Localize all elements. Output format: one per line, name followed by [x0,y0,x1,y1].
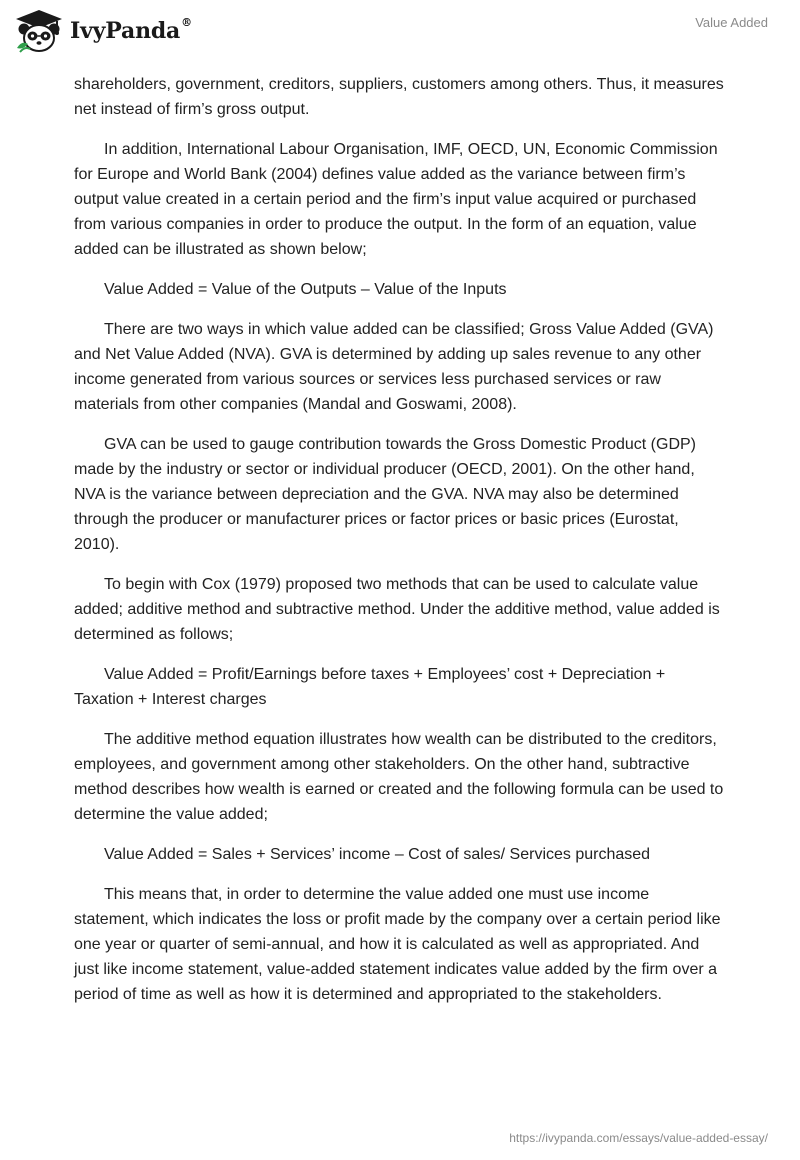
paragraph: There are two ways in which value added can be classified; Gross Value Added (GVA) and Net Value Added (NVA). GVA is determined by adding up sales revenue to any other income generated from various sources or services less purchased services or raw materials from other companies (Mandal and Goswami, 2008). [74,321,714,413]
paragraph: GVA can be used to gauge contribution towards the Gross Domestic Product (GDP) made by the industry or sector or individual producer (OECD, 2001). On the other hand, NVA is the variance between depreciation and the GVA. NVA may also be determined through the producer or manufacturer prices or factor prices or basic prices (Eurostat, 2010). [74,436,696,553]
panda-graduate-icon [14,8,64,54]
paragraph-continuation: shareholders, government, creditors, suppliers, customers among others. Thus, it measures net instead of firm’s gross output. [74,76,724,118]
logo-name: IvyPanda [70,18,181,44]
ivypanda-logo[interactable] [14,8,192,54]
equation-additive-method: Value Added = Profit/Earnings before taxes + Employees’ cost + Depreciation + Taxation + Interest charges [74,666,666,708]
page-header [0,0,800,70]
registered-mark: ® [181,16,192,29]
paragraph: This means that, in order to determine the value added one must use income statement, which indicates the loss or profit made by the company over a certain period like one year or quarter of semi-annual, and how it is calculated as well as appropriated. And just like income statement, value-added statement indicates value added by the firm over a period of time as well as how it is determined and appropriated to the stakeholders. [74,886,721,1003]
paragraph: In addition, International Labour Organisation, IMF, OECD, UN, Economic Commission for Europe and World Bank (2004) defines value added as the variance between firm’s output value created in a certain period and the firm’s input value acquired or purchased from various companies in order to produce the output. In the form of an equation, value added can be illustrated as shown below; [74,141,718,258]
logo-text [70,18,192,44]
equation-value-added: Value Added = Value of the Outputs – Value of the Inputs [104,281,507,298]
paragraph: The additive method equation illustrates how wealth can be distributed to the creditors, employees, and government among other stakeholders. On the other hand, subtractive method describes how wealth is earned or created and the following formula can be used to determine the value added; [74,731,724,823]
essay-body [74,72,726,1022]
source-url-link[interactable]: https://ivypanda.com/essays/value-added-essay/ [509,1131,768,1145]
paragraph: To begin with Cox (1979) proposed two methods that can be used to calculate value added; additive method and subtractive method. Under the additive method, value added is determined as follows; [74,576,720,643]
equation-subtractive-method: Value Added = Sales + Services’ income – Cost of sales/ Services purchased [104,846,651,863]
document-title: Value Added [695,15,768,30]
